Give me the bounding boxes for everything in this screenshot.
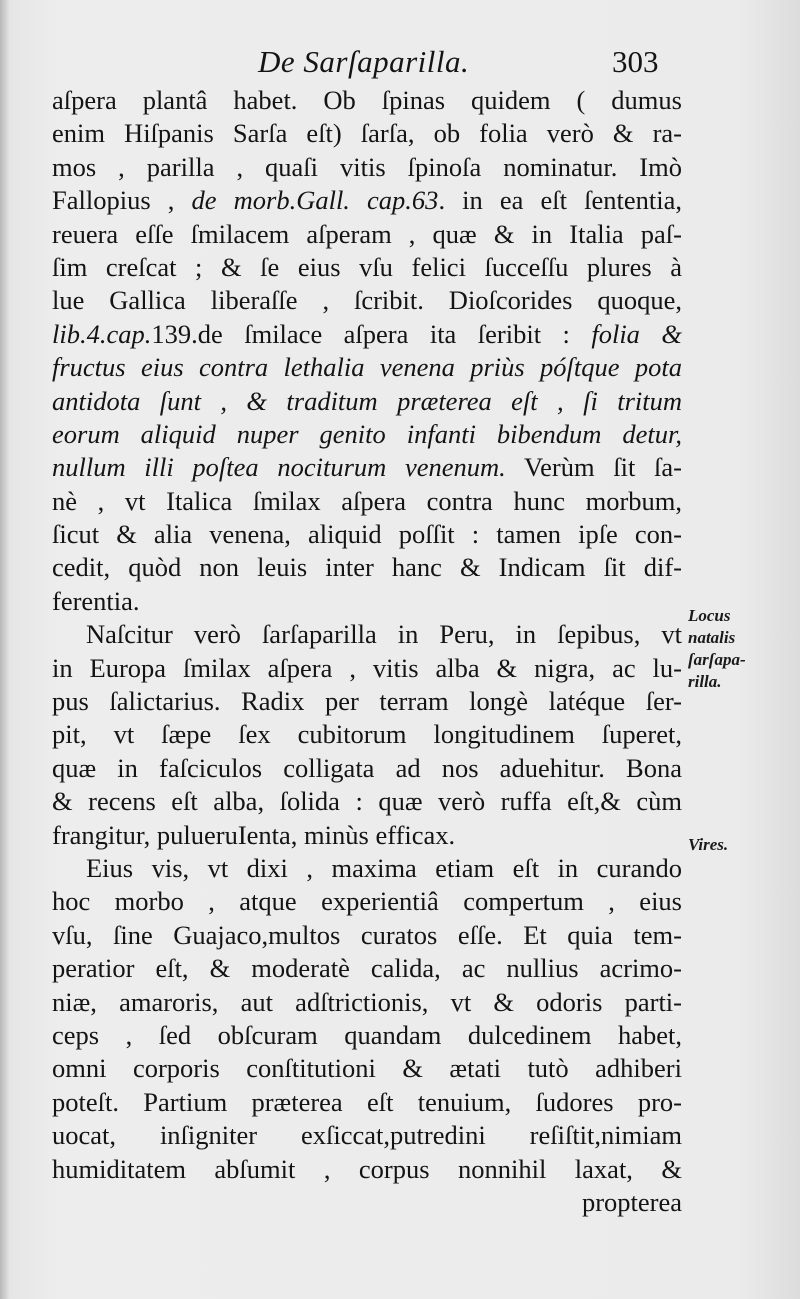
text-line <box>52 485 682 518</box>
text-segment: hoc morbo , atque experientiâ compertum , eius <box>52 886 682 917</box>
text-line <box>52 451 682 484</box>
text-segment: & recens eſt alba, ſolida : quæ verò ruffa eſt,& cùm <box>52 786 682 817</box>
text-segment: reuera eſſe ſmilacem aſperam , quæ & in Italia paſ- <box>52 218 682 249</box>
text-line <box>52 551 682 584</box>
text-line <box>52 184 682 217</box>
text-segment: lue Gallica liberaſſe , ſcribit. Dioſcorides quoque, <box>52 285 682 316</box>
text-segment: cedit, quòd non leuis inter hanc & Indicam ſit dif- <box>52 552 682 583</box>
text-line <box>52 819 682 852</box>
italic-text: fructus eius contra lethalia venena priùs póſtque pota <box>52 352 682 383</box>
italic-text: lib.4.cap. <box>52 318 152 349</box>
text-segment: quæ in faſciculos colligata ad nos aduehitur. Bona <box>52 752 682 783</box>
text-line <box>52 518 682 551</box>
text-line <box>52 318 682 351</box>
text-segment: . in ea eſt ſententia, <box>438 185 682 216</box>
text-segment: 139.de ſmilace aſpera ita ſeribit : <box>151 318 592 349</box>
text-line <box>52 84 682 117</box>
text-segment: humiditatem abſumit , corpus nonnihil laxat, & <box>52 1153 682 1184</box>
margin-note-birthplace <box>688 605 788 693</box>
page-number: 303 <box>612 44 659 79</box>
italic-text: antidota ſunt , & traditum præterea eſt , ſi tritum <box>52 385 682 416</box>
text-segment: peratior eſt, & moderatè calida, ac nullius acrimo- <box>52 953 682 984</box>
text-segment: propterea <box>581 1186 682 1217</box>
text-line <box>52 1086 682 1119</box>
text-segment: Naſcitur verò ſarſaparilla in Peru, in ſepibus, vt <box>86 619 682 650</box>
text-line <box>52 986 682 1019</box>
text-line <box>52 1019 682 1052</box>
text-line <box>52 218 682 251</box>
text-segment: ſim creſcat ; & ſe eius vſu felici ſucceſſu plures à <box>52 251 682 282</box>
margin-note-line: Locus <box>688 606 731 625</box>
text-line <box>52 251 682 284</box>
italic-text: de morb.Gall. cap.63 <box>191 185 439 216</box>
text-segment: Fallopius , <box>52 185 192 216</box>
text-segment: in Europa ſmilax aſpera , vitis alba & nigra, ac lu- <box>52 652 682 683</box>
margin-note-line: Vires. <box>688 835 729 854</box>
text-line <box>52 585 682 618</box>
text-segment: ſicut & alia venena, aliquid poſſit : tamen ipſe con- <box>52 519 682 550</box>
text-segment: enim Hiſpanis Sarſa eſt) ſarſa, ob folia verò & ra- <box>52 118 682 149</box>
text-segment: mos , parilla , quaſi vitis ſpinoſa nominatur. Imò <box>52 151 682 182</box>
text-segment: frangitur, pulueruIenta, minùs efficax. <box>52 819 456 850</box>
text-segment: Verùm ſit ſa- <box>505 452 682 483</box>
text-line <box>52 418 682 451</box>
text-line <box>52 1186 682 1219</box>
text-segment: Eius vis, vt dixi , maxima etiam eſt in curando <box>86 852 682 883</box>
text-line <box>52 618 682 651</box>
text-line <box>52 284 682 317</box>
margin-note-line: rilla. <box>688 672 722 691</box>
text-line <box>52 685 682 718</box>
running-head <box>0 44 800 88</box>
text-line <box>52 1119 682 1152</box>
text-line <box>52 852 682 885</box>
text-line <box>52 652 682 685</box>
text-segment: aſpera plantâ habet. Ob ſpinas quidem ( dumus <box>52 85 682 115</box>
text-segment: nè , vt Italica ſmilax aſpera contra hunc morbum, <box>52 485 682 516</box>
text-line <box>52 718 682 751</box>
margin-note-line: ſarſapa- <box>688 650 746 669</box>
body-text <box>52 84 682 1219</box>
text-segment: vſu, ſine Guajaco,multos curatos eſſe. Et quia tem- <box>52 919 682 950</box>
text-segment: poteſt. Partium præterea eſt tenuium, ſudores pro- <box>52 1086 682 1117</box>
text-segment: niæ, amaroris, aut adſtrictionis, vt & odoris parti- <box>52 986 682 1017</box>
text-line <box>52 117 682 150</box>
margin-note-powers <box>688 834 788 856</box>
text-line <box>52 385 682 418</box>
text-line <box>52 785 682 818</box>
text-segment: pit, vt ſæpe ſex cubitorum longitudinem ſuperet, <box>52 719 682 750</box>
text-line <box>52 151 682 184</box>
text-segment: ferentia. <box>52 585 140 616</box>
text-segment: omni corporis conſtitutioni & ætati tutò adhiberi <box>52 1053 682 1084</box>
text-line <box>52 1052 682 1085</box>
italic-text: nullum illi poſtea nociturum venenum. <box>52 452 506 483</box>
margin-note-line: natalis <box>688 628 736 647</box>
text-line <box>52 885 682 918</box>
text-line <box>52 1153 682 1186</box>
text-line <box>52 952 682 985</box>
text-line <box>52 919 682 952</box>
text-segment: ceps , ſed obſcuram quandam dulcedinem habet, <box>52 1019 682 1050</box>
text-segment: uocat, inſigniter exſiccat,putredini reſiſtit,nimiam <box>52 1120 682 1151</box>
text-line <box>52 752 682 785</box>
italic-text: eorum aliquid nuper genito infanti bibendum detur, <box>52 418 682 449</box>
text-line <box>52 351 682 384</box>
italic-text: folia & <box>591 318 682 349</box>
page-title: De Sarſaparilla. <box>258 44 470 79</box>
text-segment: pus ſalictarius. Radix per terram longè latéque ſer- <box>52 686 682 717</box>
